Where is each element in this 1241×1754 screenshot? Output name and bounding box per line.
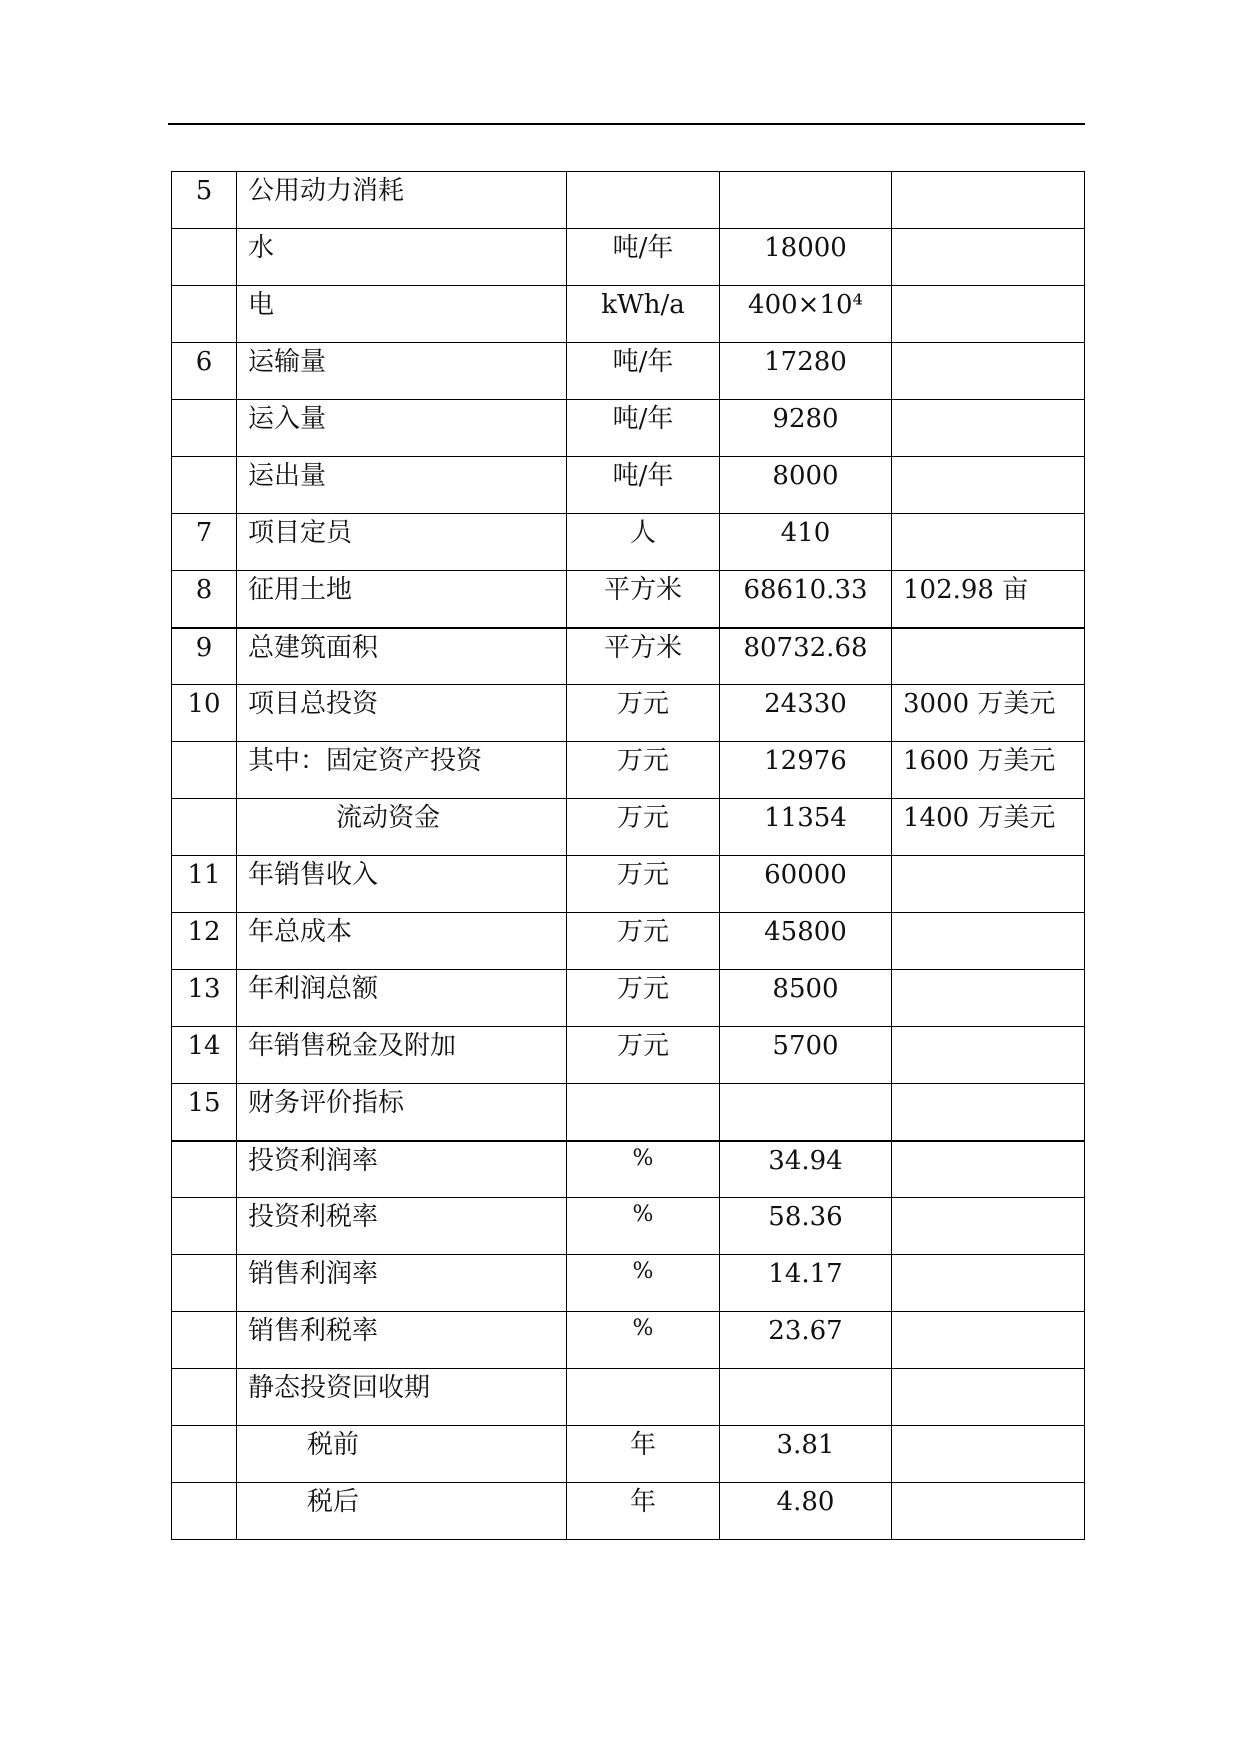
cell-note-text [892, 229, 1084, 235]
cell-quantity [720, 1483, 892, 1540]
cell-number [172, 1483, 237, 1540]
cell-quantity [720, 685, 892, 742]
cell-item-text: 电 [248, 290, 275, 320]
table-row [172, 1483, 1085, 1540]
cell-item-text: 投资利润率 [248, 1145, 379, 1176]
cell-quantity [720, 1369, 892, 1426]
cell-number-text [172, 799, 236, 805]
cell-number-text [172, 1198, 236, 1204]
cell-note [892, 742, 1085, 799]
cell-item [237, 1369, 567, 1426]
cell-note-text [892, 1084, 1084, 1090]
cell-note [892, 343, 1085, 400]
cell-item-text: 销售利润率 [248, 1259, 379, 1289]
cell-number-text: 12 [187, 917, 221, 947]
cell-unit [567, 685, 720, 742]
cell-quantity-text: 8000 [772, 461, 839, 491]
cell-unit-text [567, 172, 719, 178]
table-row [172, 571, 1085, 628]
cell-quantity [720, 913, 892, 970]
cell-item [237, 1483, 567, 1540]
cell-item [237, 628, 567, 685]
cell-number-text: 13 [187, 974, 221, 1004]
cell-item [237, 685, 567, 742]
cell-quantity [720, 400, 892, 457]
cell-unit [567, 742, 720, 799]
cell-quantity-text: 60000 [764, 860, 847, 890]
cell-item-text: 税前 [307, 1430, 360, 1460]
cell-item-text: 年总成本 [248, 917, 353, 947]
cell-item-text: 运输量 [248, 347, 327, 377]
cell-note-text [892, 1312, 1084, 1318]
table-row [172, 1426, 1085, 1483]
cell-item-text: 年销售税金及附加 [248, 1031, 457, 1061]
cell-number-text: 14 [187, 1031, 221, 1061]
cell-number-text [172, 1426, 236, 1432]
header-rule [168, 123, 1085, 125]
cell-unit-text: % [632, 1145, 654, 1171]
cell-quantity [720, 1141, 892, 1198]
cell-note-text [892, 1198, 1084, 1204]
cell-number [172, 913, 237, 970]
cell-unit-text: 平方米 [603, 632, 682, 663]
cell-quantity [720, 343, 892, 400]
cell-item-text: 流动资金 [336, 803, 441, 833]
table-row [172, 1141, 1085, 1198]
cell-item-text: 运出量 [248, 461, 327, 491]
cell-number-text [172, 742, 236, 748]
cell-note [892, 229, 1085, 286]
cell-unit [567, 628, 720, 685]
cell-quantity-text [720, 1084, 891, 1090]
cell-quantity-text: 8500 [772, 974, 839, 1004]
cell-number [172, 1198, 237, 1255]
cell-note [892, 571, 1085, 628]
cell-unit-text [567, 1369, 719, 1375]
cell-unit [567, 1255, 720, 1312]
cell-number [172, 799, 237, 856]
cell-note-text [892, 1142, 1084, 1148]
cell-note [892, 1084, 1085, 1141]
cell-number [172, 457, 237, 514]
cell-note-text [892, 856, 1084, 862]
cell-quantity-text [720, 1369, 891, 1375]
cell-number [172, 1084, 237, 1141]
cell-quantity-text: 58.36 [768, 1202, 843, 1232]
cell-item-text: 水 [248, 233, 275, 263]
cell-number [172, 628, 237, 685]
cell-note [892, 1483, 1085, 1540]
table-row [172, 742, 1085, 799]
cell-note-text [892, 1426, 1084, 1432]
cell-quantity-text: 34.94 [768, 1145, 843, 1176]
cell-note-text [892, 1483, 1084, 1489]
cell-number [172, 286, 237, 343]
cell-quantity [720, 1198, 892, 1255]
cell-number [172, 1312, 237, 1369]
cell-unit-text: 万元 [616, 860, 669, 890]
cell-number-text: 9 [195, 632, 213, 663]
cell-quantity-text: 4.80 [776, 1487, 835, 1517]
table-row [172, 1255, 1085, 1312]
cell-unit [567, 514, 720, 571]
cell-item-text: 销售利税率 [248, 1316, 379, 1346]
cell-unit-text: 万元 [616, 974, 669, 1004]
cell-quantity-text: 68610.33 [743, 575, 868, 605]
cell-number [172, 571, 237, 628]
cell-unit [567, 571, 720, 628]
cell-item-text: 运入量 [248, 404, 327, 434]
cell-note-text [892, 172, 1084, 178]
cell-item [237, 856, 567, 913]
cell-unit [567, 1027, 720, 1084]
cell-item [237, 799, 567, 856]
cell-quantity [720, 628, 892, 685]
cell-note [892, 1426, 1085, 1483]
cell-quantity [720, 286, 892, 343]
table-row [172, 1084, 1085, 1141]
cell-item [237, 1027, 567, 1084]
cell-item-text: 税后 [307, 1487, 360, 1517]
cell-note-text [892, 970, 1084, 976]
table-row [172, 1027, 1085, 1084]
cell-unit [567, 400, 720, 457]
cell-quantity-text: 18000 [764, 233, 847, 263]
cell-number-text [172, 1483, 236, 1489]
table-row [172, 856, 1085, 913]
cell-number-text: 15 [187, 1088, 221, 1118]
cell-unit-text: 平方米 [603, 575, 682, 605]
cell-unit [567, 457, 720, 514]
cell-unit [567, 913, 720, 970]
cell-note [892, 514, 1085, 571]
table-row [172, 172, 1085, 229]
cell-item-text: 年利润总额 [248, 974, 379, 1004]
table-row [172, 913, 1085, 970]
cell-unit-text: 万元 [616, 689, 669, 719]
cell-unit [567, 799, 720, 856]
cell-number [172, 1255, 237, 1312]
cell-note [892, 1369, 1085, 1426]
cell-item [237, 571, 567, 628]
cell-note [892, 628, 1085, 685]
cell-number-text: 11 [187, 860, 221, 890]
table-row [172, 400, 1085, 457]
cell-note-text [892, 343, 1084, 349]
cell-number [172, 400, 237, 457]
cell-quantity [720, 571, 892, 628]
cell-note-text [892, 400, 1084, 406]
cell-item [237, 1198, 567, 1255]
cell-item [237, 913, 567, 970]
cell-note [892, 286, 1085, 343]
cell-item-text: 年销售收入 [248, 860, 379, 890]
cell-unit-text: 吨/年 [612, 461, 674, 491]
cell-quantity-text: 17280 [764, 347, 847, 377]
cell-note-text [892, 1369, 1084, 1375]
cell-number [172, 343, 237, 400]
cell-item-text: 项目总投资 [248, 689, 379, 719]
cell-quantity [720, 742, 892, 799]
cell-number [172, 1426, 237, 1483]
cell-quantity [720, 856, 892, 913]
cell-unit-text: 吨/年 [612, 404, 674, 434]
cell-unit-text: 万元 [616, 917, 669, 947]
cell-unit-text: 万元 [616, 1031, 669, 1061]
cell-unit-text: 人 [629, 518, 656, 548]
cell-quantity [720, 1426, 892, 1483]
cell-unit-text [567, 1084, 719, 1090]
cell-quantity [720, 1255, 892, 1312]
cell-number-text: 7 [195, 518, 213, 548]
cell-unit [567, 1198, 720, 1255]
cell-note-text [892, 457, 1084, 463]
cell-quantity [720, 799, 892, 856]
cell-unit-text: % [632, 1259, 654, 1284]
cell-number-text [172, 400, 236, 406]
cell-item-text: 投资利税率 [248, 1202, 379, 1232]
cell-quantity [720, 514, 892, 571]
cell-item-text: 财务评价指标 [248, 1088, 405, 1118]
cell-number [172, 1141, 237, 1198]
cell-item [237, 172, 567, 229]
cell-item [237, 286, 567, 343]
cell-unit-text: 万元 [616, 746, 669, 776]
cell-number-text [172, 286, 236, 292]
cell-note-text: 3000 万美元 [903, 689, 1056, 719]
cell-note-text [892, 913, 1084, 919]
cell-unit-text: 吨/年 [612, 233, 674, 263]
cell-number-text [172, 229, 236, 235]
cell-number-text [172, 1255, 236, 1261]
cell-item-text: 静态投资回收期 [248, 1373, 431, 1403]
cell-quantity [720, 970, 892, 1027]
cell-item-text: 公用动力消耗 [248, 176, 405, 206]
cell-quantity-text: 80732.68 [743, 632, 868, 663]
cell-quantity-text: 23.67 [768, 1316, 843, 1346]
cell-unit [567, 1084, 720, 1141]
table-body [172, 172, 1085, 1540]
cell-note [892, 172, 1085, 229]
table-container [171, 171, 1085, 1540]
cell-note-text [892, 514, 1084, 520]
cell-note [892, 856, 1085, 913]
cell-unit [567, 856, 720, 913]
cell-number-text [172, 1142, 236, 1148]
cell-item [237, 742, 567, 799]
table-row [172, 1369, 1085, 1426]
cell-note [892, 1141, 1085, 1198]
cell-quantity-text [720, 172, 891, 178]
cell-unit [567, 970, 720, 1027]
cell-item [237, 514, 567, 571]
cell-unit-text: 年 [629, 1430, 656, 1460]
cell-note-text: 102.98 亩 [903, 575, 1029, 605]
table-row [172, 1312, 1085, 1369]
cell-unit-text: 万元 [616, 803, 669, 833]
cell-quantity [720, 1312, 892, 1369]
cell-number [172, 970, 237, 1027]
cell-quantity [720, 229, 892, 286]
cell-item [237, 229, 567, 286]
cell-item-text: 征用土地 [248, 575, 353, 605]
cell-note-text: 1600 万美元 [903, 746, 1056, 776]
cell-unit [567, 1483, 720, 1540]
cell-note [892, 685, 1085, 742]
cell-unit-text: 吨/年 [612, 347, 674, 377]
cell-number [172, 172, 237, 229]
table-row [172, 685, 1085, 742]
cell-note [892, 799, 1085, 856]
cell-note-text [892, 286, 1084, 292]
cell-unit-text: 年 [629, 1487, 656, 1517]
cell-item-text: 项目定员 [248, 518, 353, 548]
cell-number [172, 742, 237, 799]
cell-unit [567, 1426, 720, 1483]
table-row [172, 1198, 1085, 1255]
cell-note [892, 1198, 1085, 1255]
cell-note [892, 457, 1085, 514]
cell-note-text [892, 1027, 1084, 1033]
cell-quantity-text: 14.17 [768, 1259, 843, 1289]
table-row [172, 229, 1085, 286]
cell-number-text: 10 [187, 689, 221, 719]
cell-item [237, 1426, 567, 1483]
cell-number [172, 229, 237, 286]
cell-quantity [720, 1027, 892, 1084]
cell-note [892, 913, 1085, 970]
cell-unit [567, 1141, 720, 1198]
cell-item-text: 其中：固定资产投资 [248, 746, 483, 776]
cell-note [892, 970, 1085, 1027]
cell-item [237, 1312, 567, 1369]
cell-unit [567, 286, 720, 343]
cell-quantity-text: 24330 [764, 689, 847, 719]
cell-item [237, 1084, 567, 1141]
cell-note [892, 400, 1085, 457]
cell-unit [567, 343, 720, 400]
cell-item [237, 970, 567, 1027]
cell-quantity-text: 11354 [764, 803, 847, 833]
cell-note-text [892, 629, 1084, 635]
cell-quantity-text: 45800 [764, 917, 847, 947]
cell-number [172, 685, 237, 742]
table-row [172, 970, 1085, 1027]
cell-quantity [720, 1084, 892, 1141]
cell-number-text [172, 1369, 236, 1375]
cell-unit-text: % [632, 1202, 654, 1227]
cell-item [237, 457, 567, 514]
cell-quantity-text: 3.81 [776, 1430, 835, 1460]
cell-number [172, 1027, 237, 1084]
cell-unit [567, 1369, 720, 1426]
cell-quantity-text: 9280 [772, 404, 839, 434]
table-row [172, 799, 1085, 856]
cell-number [172, 514, 237, 571]
cell-number-text [172, 1312, 236, 1318]
cell-item [237, 1255, 567, 1312]
cell-item [237, 1141, 567, 1198]
table-row [172, 343, 1085, 400]
cell-note [892, 1027, 1085, 1084]
cell-note-text: 1400 万美元 [903, 803, 1056, 833]
cell-number [172, 1369, 237, 1426]
cell-unit [567, 229, 720, 286]
cell-quantity-text: 5700 [772, 1031, 839, 1061]
cell-number-text: 8 [195, 575, 213, 605]
table-row [172, 457, 1085, 514]
cell-item-text: 总建筑面积 [248, 632, 379, 663]
cell-note [892, 1255, 1085, 1312]
cell-unit-text: kWh/a [601, 290, 685, 320]
table-row [172, 286, 1085, 343]
table-row [172, 628, 1085, 685]
cell-number-text: 6 [195, 347, 213, 377]
cell-item [237, 343, 567, 400]
cell-number-text: 5 [195, 176, 213, 206]
cell-quantity-text: 400×10⁴ [748, 290, 863, 320]
cell-note-text [892, 1255, 1084, 1261]
cell-note [892, 1312, 1085, 1369]
cell-quantity [720, 172, 892, 229]
cell-quantity-text: 410 [780, 518, 831, 548]
cell-item [237, 400, 567, 457]
project-indicators-table [171, 171, 1085, 1540]
cell-unit [567, 172, 720, 229]
cell-quantity [720, 457, 892, 514]
cell-quantity-text: 12976 [764, 746, 847, 776]
table-row [172, 514, 1085, 571]
cell-number-text [172, 457, 236, 463]
cell-unit-text: % [632, 1316, 654, 1341]
cell-number [172, 856, 237, 913]
cell-unit [567, 1312, 720, 1369]
